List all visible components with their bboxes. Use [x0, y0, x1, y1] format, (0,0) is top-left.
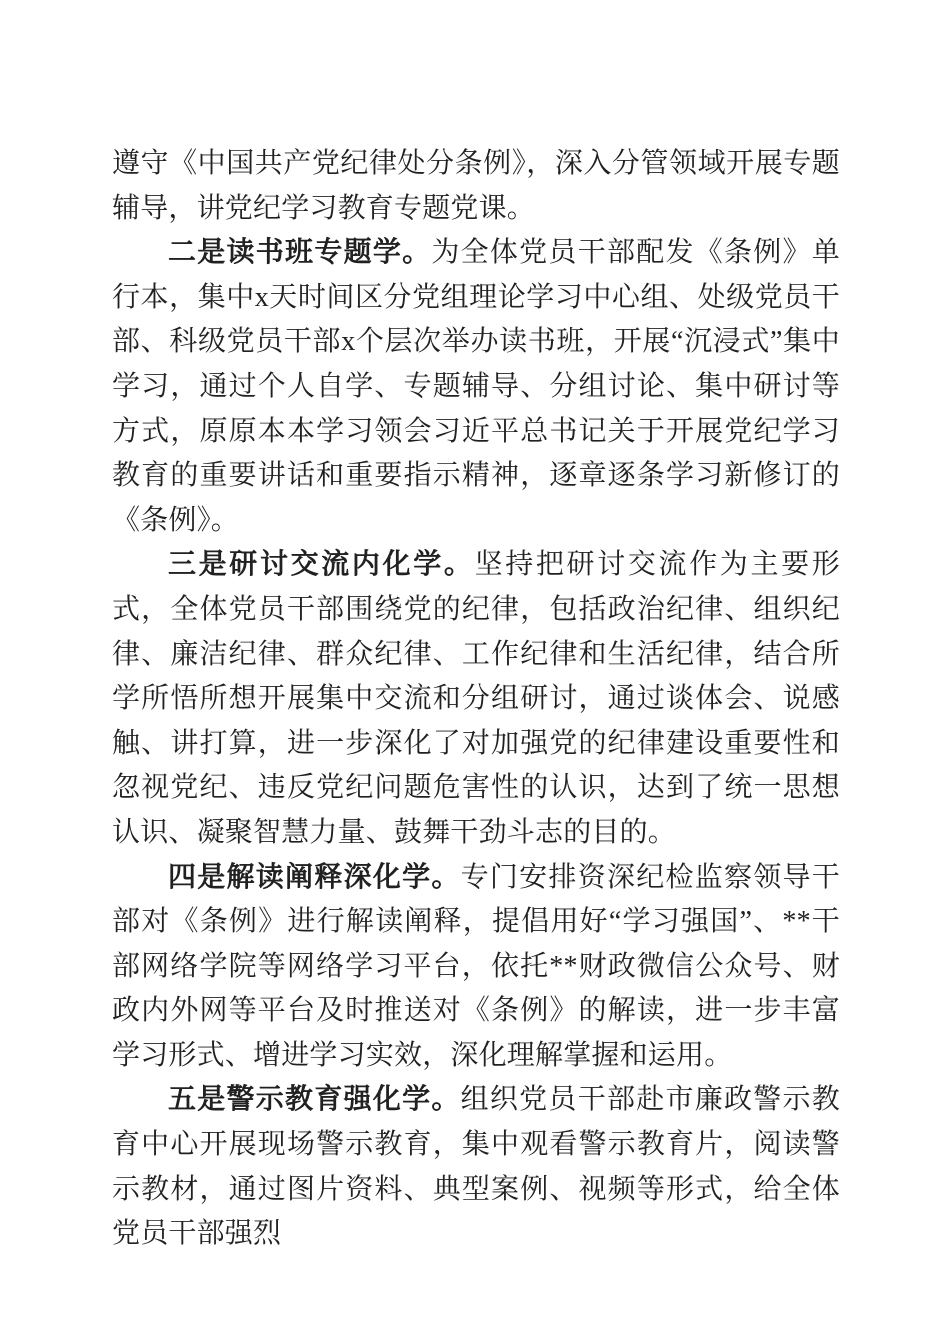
document-body	[112, 142, 840, 1257]
paragraph-item-4	[112, 856, 840, 1079]
paragraph-lead: 四是解读阐释深化学。	[168, 861, 461, 893]
paragraph-text: 为全体党员干部配发《条例》单行本，集中x天时间区分党组理论学习中心组、处级党员干部、科级党员干部x个层次举办读书班，开展“沉浸式”集中学习，通过个人自学、专题辅导、分组讨论、集中研讨等方式，原原本本学习领会习近平总书记关于开展党纪学习教育的重要讲话和重要指示精神，逐章逐条学习新修订的《条例》。	[112, 237, 840, 536]
paragraph-text: 遵守《中国共产党纪律处分条例》，深入分管领域开展专题辅导，讲党纪学习教育专题党课。	[112, 148, 840, 224]
paragraph-continuation	[112, 142, 840, 231]
paragraph-lead: 五是警示教育强化学。	[168, 1084, 461, 1116]
paragraph-lead: 三是研讨交流内化学。	[168, 549, 475, 581]
paragraph-text: 专门安排资深纪检监察领导干部对《条例》进行解读阐释，提倡用好“学习强国”、**干部网络学院等网络学习平台，依托**财政微信公众号、财政内外网等平台及时推送对《条例》的解读，进一步丰富学习形式、增进学习实效，深化理解掌握和运用。	[112, 861, 840, 1071]
paragraph-lead: 二是读书班专题学。	[168, 237, 432, 269]
paragraph-item-5	[112, 1078, 840, 1256]
paragraph-text: 组织党员干部赴市廉政警示教育中心开展现场警示教育，集中观看警示教育片，阅读警示教材，通过图片资料、典型案例、视频等形式，给全体党员干部强烈	[112, 1084, 840, 1250]
paragraph-text: 坚持把研讨交流作为主要形式，全体党员干部围绕党的纪律，包括政治纪律、组织纪律、廉洁纪律、群众纪律、工作纪律和生活纪律，结合所学所悟所想开展集中交流和分组研讨，通过谈体会、说感触、讲打算，进一步深化了对加强党的纪律建设重要性和忽视党纪、违反党纪问题危害性的认识，达到了统一思想认识、凝聚智慧力量、鼓舞干劲斗志的目的。	[112, 549, 840, 848]
paragraph-item-3	[112, 543, 840, 855]
paragraph-item-2	[112, 231, 840, 543]
